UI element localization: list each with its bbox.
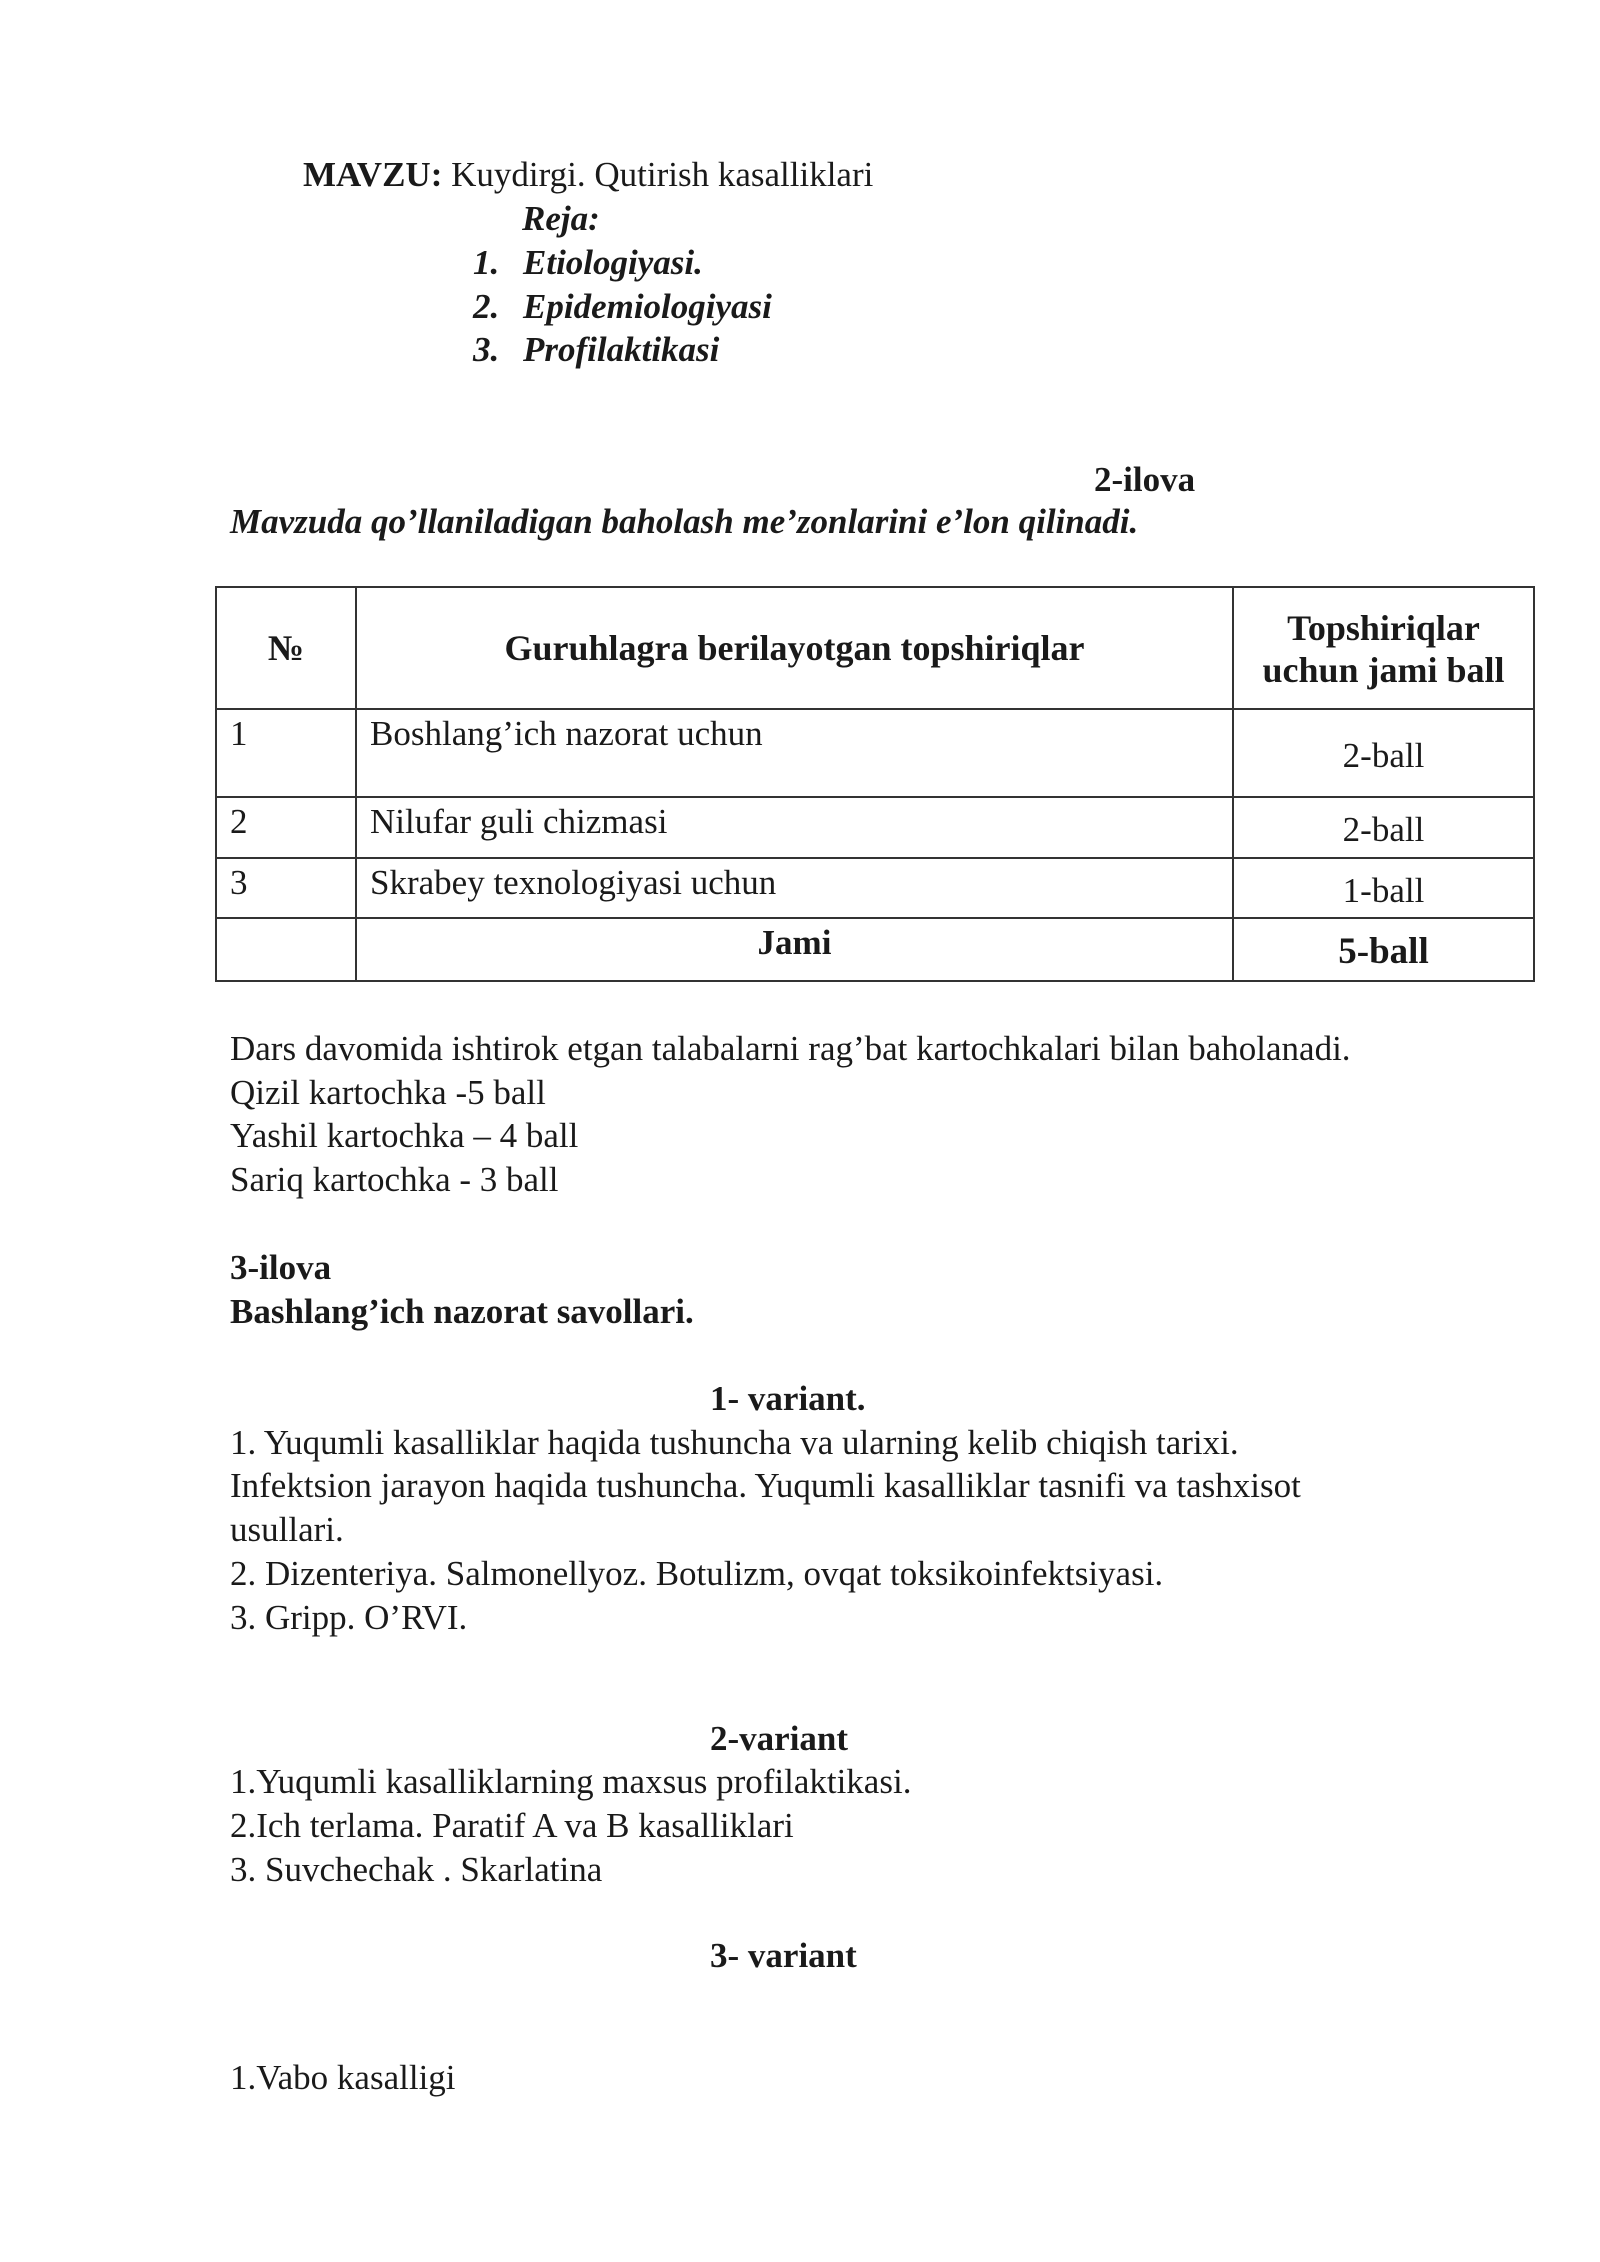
variant-1-question-1: 1. Yuqumli kasalliklar haqida tushuncha va ularning kelib chiqish tarixi. [230,1423,1239,1462]
topic-line [303,153,873,197]
table-rule [215,980,1535,982]
appendix-2-heading: Mavzuda qo’llaniladigan baholash me’zonlarini e’lon qilinadi. [230,502,1139,541]
appendix-2-label: 2-ilova [1094,460,1196,499]
plan-item [473,285,772,329]
table-cell-number: 3 [230,863,248,902]
variant-2-question-1: 1.Yuqumli kasalliklarning maxsus profilaktikasi. [230,1762,912,1801]
topic-text: Kuydirgi. Qutirish kasalliklari [451,155,874,194]
table-total-label: Jami [757,923,832,962]
variant-1-title: 1- variant. [710,1379,866,1418]
plan-item-text: Etiologiyasi. [523,243,703,282]
table-rule [215,708,1535,710]
variant-2-question-3: 3. Suvchechak . Skarlatina [230,1850,603,1889]
table-cell-task: Nilufar guli chizmasi [370,802,668,841]
table-header-number: № [267,628,305,668]
variant-1-question-1-cont: Infektsion jarayon haqida tushuncha. Yuqumli kasalliklar tasnifi va tashxisot [230,1466,1301,1505]
table-rule [215,857,1535,859]
table-cell-task: Skrabey texnologiyasi uchun [370,863,777,902]
table-header-task: Guruhlagra berilayotgan topshiriqlar [504,628,1085,668]
table-rule [1533,586,1535,982]
plan-item-text: Profilaktikasi [523,330,720,369]
plan-item-number: 2. [473,287,500,326]
variant-1-question-3: 3. Gripp. O’RVI. [230,1598,468,1637]
table-cell-score: 1-ball [1342,871,1425,910]
table-cell-task: Boshlang’ich nazorat uchun [370,714,763,753]
appendix-3-heading: Bashlang’ich nazorat savollari. [230,1292,694,1331]
variant-1-question-1-cont: usullari. [230,1510,344,1549]
plan-item [473,241,703,285]
plan-item-number: 1. [473,243,500,282]
table-cell-number: 1 [230,714,248,753]
plan-item-number: 3. [473,330,500,369]
card-item: Sariq kartochka - 3 ball [230,1160,559,1199]
cards-intro: Dars davomida ishtirok etgan talabalarni rag’bat kartochkalari bilan baholanadi. [230,1029,1351,1068]
plan-item [473,328,719,372]
variant-3-title: 3- variant [710,1936,857,1975]
variant-2-title: 2-variant [710,1719,849,1758]
table-rule [215,796,1535,798]
table-rule [215,917,1535,919]
variant-2-question-2: 2.Ich terlama. Paratif A va B kasalliklari [230,1806,794,1845]
table-cell-score: 2-ball [1342,736,1425,775]
table-rule [215,586,1535,588]
card-item: Yashil kartochka – 4 ball [230,1116,579,1155]
table-header-score-line2: uchun jami ball [1262,650,1505,690]
table-cell-number: 2 [230,802,248,841]
table-total-score: 5-ball [1338,931,1429,972]
table-header-score: Topshiriqlar [1287,608,1480,648]
variant-3-question-1: 1.Vabo kasalligi [230,2058,456,2097]
variant-1-question-2: 2. Dizenteriya. Salmonellyoz. Botulizm, ovqat toksikoinfektsiyasi. [230,1554,1164,1593]
appendix-3-label: 3-ilova [230,1248,332,1287]
topic-label: MAVZU: [303,155,443,194]
plan-item-text: Epidemiologiyasi [523,287,772,326]
table-cell-score: 2-ball [1342,810,1425,849]
plan-title: Reja: [522,199,600,238]
card-item: Qizil kartochka -5 ball [230,1073,546,1112]
